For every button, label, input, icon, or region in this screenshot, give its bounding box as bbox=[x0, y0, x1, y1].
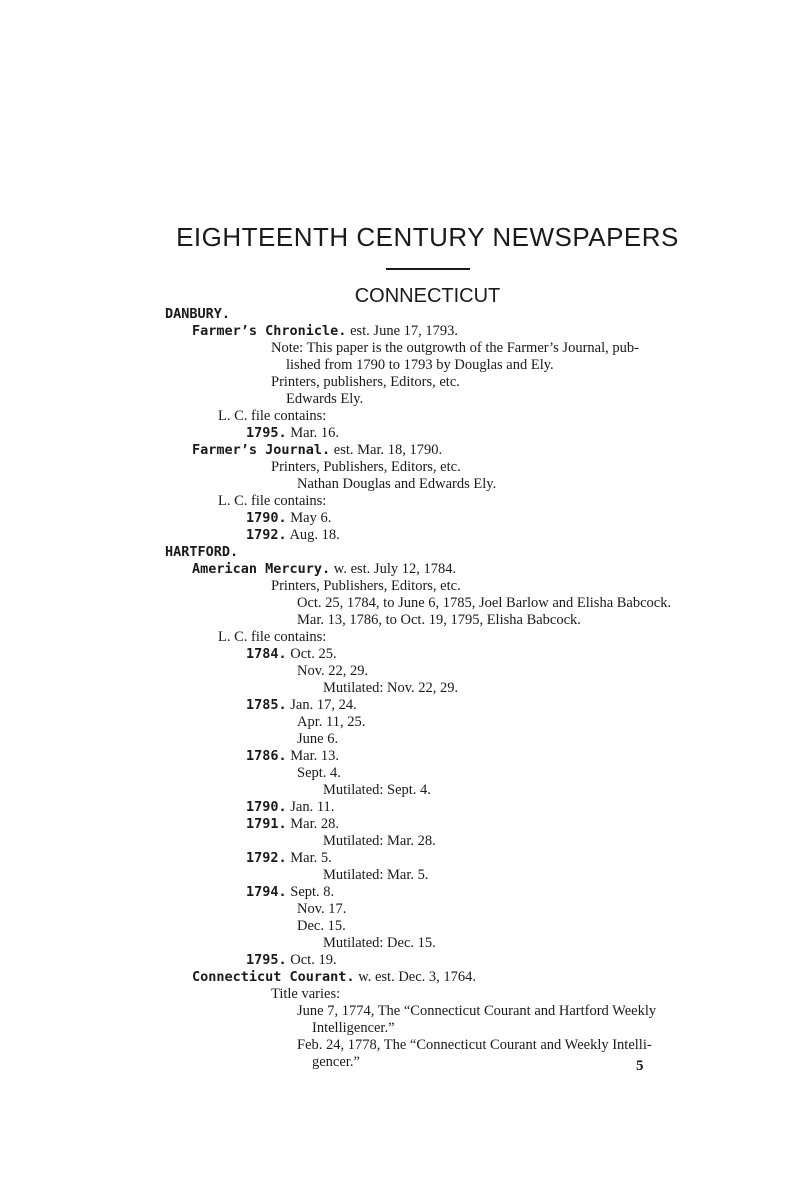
mutilated-line: Mutilated: Dec. 15. bbox=[323, 935, 436, 951]
year-entry: 1792. Mar. 5. bbox=[246, 850, 332, 866]
entry-line: Intelligencer.” bbox=[312, 1020, 395, 1036]
date-line: Nov. 22, 29. bbox=[297, 663, 369, 679]
mutilated-line: Mutilated: Mar. 28. bbox=[323, 833, 436, 849]
city-heading-danbury: DANBURY. bbox=[165, 306, 231, 322]
entry-line: Feb. 24, 1778, The “Connecticut Courant and Weekly Intelli- bbox=[297, 1037, 652, 1053]
year-entry: 1785. Jan. 17, 24. bbox=[246, 697, 357, 713]
year-entry: 1795. Oct. 19. bbox=[246, 952, 337, 968]
entry-line: Title varies: bbox=[271, 986, 341, 1002]
year-entry: 1792. Aug. 18. bbox=[246, 527, 340, 543]
entry-line: Printers, Publishers, Editors, etc. bbox=[271, 459, 461, 475]
entry-line: June 7, 1774, The “Connecticut Courant and Hartford Weekly bbox=[297, 1003, 657, 1019]
mutilated-line: Mutilated: Mar. 5. bbox=[323, 867, 429, 883]
newspaper-heading: Farmer’s Chronicle. est. June 17, 1793. bbox=[192, 323, 458, 339]
city-heading-hartford: HARTFORD. bbox=[165, 544, 239, 560]
entry-line: Printers, Publishers, Editors, etc. bbox=[271, 578, 461, 594]
year-entry: 1786. Mar. 13. bbox=[246, 748, 339, 764]
note-line: Note: This paper is the outgrowth of the Farmer’s Journal, pub- bbox=[271, 340, 639, 356]
page-number: 5 bbox=[636, 1058, 644, 1074]
year-entry: 1784. Oct. 25. bbox=[246, 646, 337, 662]
date-line: June 6. bbox=[297, 731, 339, 747]
entry-line: Mar. 13, 1786, to Oct. 19, 1795, Elisha Babcock. bbox=[297, 612, 581, 628]
file-contains-label: L. C. file contains: bbox=[218, 629, 327, 645]
page-title: EIGHTEENTH CENTURY NEWSPAPERS bbox=[176, 222, 679, 252]
year-entry: 1791. Mar. 28. bbox=[246, 816, 339, 832]
date-line: Nov. 17. bbox=[297, 901, 347, 917]
date-line: Dec. 15. bbox=[297, 918, 346, 934]
year-entry: 1794. Sept. 8. bbox=[246, 884, 335, 900]
state-heading: CONNECTICUT bbox=[354, 285, 501, 307]
year-entry: 1790. Jan. 11. bbox=[246, 799, 335, 815]
newspaper-heading: Farmer’s Journal. est. Mar. 18, 1790. bbox=[192, 442, 443, 458]
newspaper-heading: Connecticut Courant. w. est. Dec. 3, 1764. bbox=[192, 969, 477, 985]
date-line: Sept. 4. bbox=[297, 765, 341, 781]
entry-line: gencer.” bbox=[312, 1054, 360, 1070]
title-rule bbox=[386, 268, 470, 270]
year-entry: 1795. Mar. 16. bbox=[246, 425, 339, 441]
entry-line: Nathan Douglas and Edwards Ely. bbox=[297, 476, 497, 492]
date-line: Apr. 11, 25. bbox=[297, 714, 366, 730]
file-contains-label: L. C. file contains: bbox=[218, 408, 327, 424]
entry-line: Oct. 25, 1784, to June 6, 1785, Joel Barlow and Elisha Babcock. bbox=[297, 595, 672, 611]
mutilated-line: Mutilated: Nov. 22, 29. bbox=[323, 680, 459, 696]
year-entry: 1790. May 6. bbox=[246, 510, 332, 526]
note-line: lished from 1790 to 1793 by Douglas and Ely. bbox=[286, 357, 554, 373]
newspaper-heading: American Mercury. w. est. July 12, 1784. bbox=[192, 561, 457, 577]
entry-line: Edwards Ely. bbox=[286, 391, 364, 407]
mutilated-line: Mutilated: Sept. 4. bbox=[323, 782, 431, 798]
entry-line: Printers, publishers, Editors, etc. bbox=[271, 374, 460, 390]
file-contains-label: L. C. file contains: bbox=[218, 493, 327, 509]
